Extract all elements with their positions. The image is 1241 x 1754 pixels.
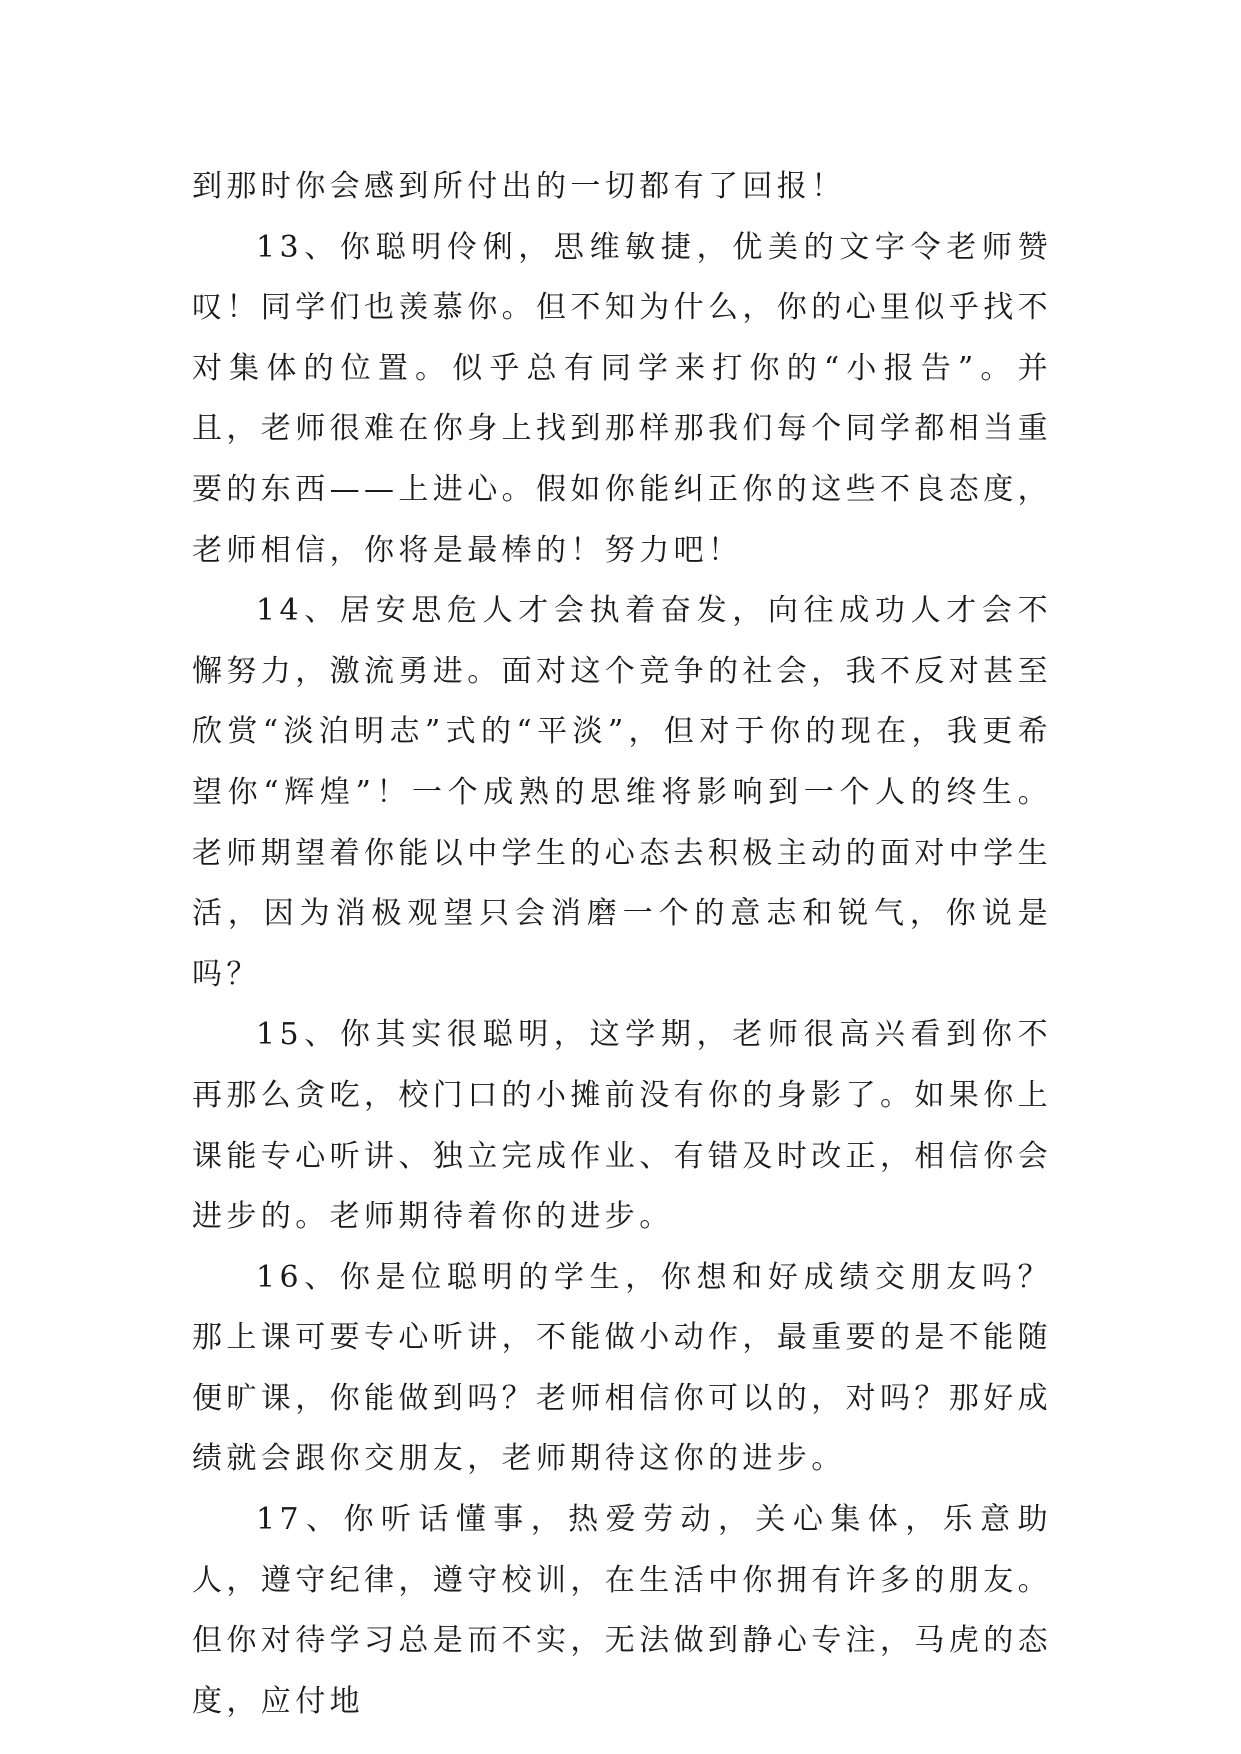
document-body	[192, 157, 1052, 1732]
paragraph-15: 15、你其实很聪明，这学期，老师很高兴看到你不再那么贪吃，校门口的小摊前没有你的身影了。如果你上课能专心听讲、独立完成作业、有错及时改正，相信你会进步的。老师期待着你的进步。	[192, 1017, 1052, 1235]
paragraph-14: 14、居安思危人才会执着奋发，向往成功人才会不懈努力，激流勇进。面对这个竞争的社会，我不反对甚至欣赏“淡泊明志”式的“平淡”，但对于你的现在，我更希望你“辉煌”！一个成熟的思维将影响到一个人的终生。老师期望着你能以中学生的心态去积极主动的面对中学生活，因为消极观望只会消磨一个的意志和锐气，你说是吗？	[192, 593, 1052, 992]
paragraph-16: 16、你是位聪明的学生，你想和好成绩交朋友吗？那上课可要专心听讲，不能做小动作，最重要的是不能随便旷课，你能做到吗？老师相信你可以的，对吗？那好成绩就会跟你交朋友，老师期待这你的进步。	[192, 1259, 1052, 1477]
paragraph-continuation: 到那时你会感到所付出的一切都有了回报！	[192, 169, 846, 204]
paragraph-13: 13、你聪明伶俐，思维敏捷，优美的文字令老师赞叹！同学们也羡慕你。但不知为什么，你的心里似乎找不对集体的位置。似乎总有同学来打你的“小报告”。并且，老师很难在你身上找到那样那我们每个同学都相当重要的东西——上进心。假如你能纠正你的这些不良态度，老师相信，你将是最棒的！努力吧！	[192, 229, 1052, 568]
paragraph-17: 17、你听话懂事，热爱劳动，关心集体，乐意助人，遵守纪律，遵守校训，在生活中你拥有许多的朋友。但你对待学习总是而不实，无法做到静心专注，马虎的态度，应付地	[192, 1502, 1052, 1719]
